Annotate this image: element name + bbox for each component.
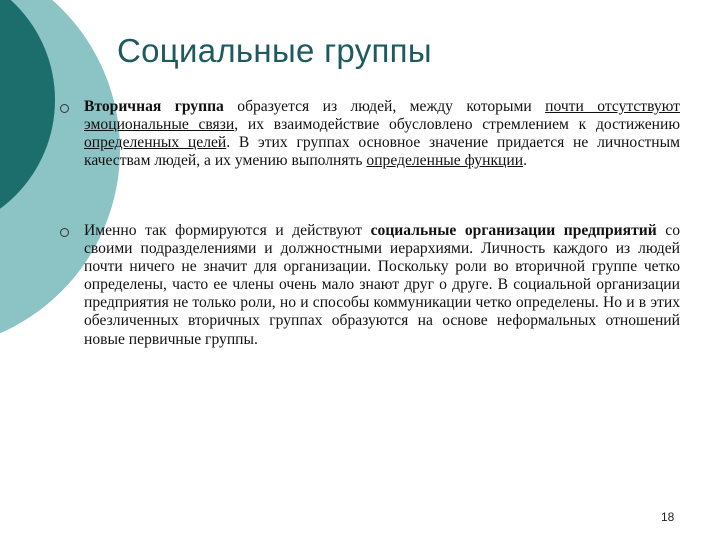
slide-title: Социальные группы [117, 32, 432, 69]
text-bold: социальные организации предприятий [370, 222, 657, 239]
bullet-paragraph [84, 98, 680, 170]
text-underlined: определенные функции [366, 152, 524, 170]
text-underlined: определенных целей [84, 134, 227, 152]
text-segment: , их взаимодействие обусловлено стремлением к достижению [234, 116, 680, 134]
text-bold: Вторичная группа [84, 98, 224, 115]
bullet-circle-icon [60, 228, 69, 237]
text-segment: . [523, 152, 527, 170]
bullet-paragraph [84, 222, 680, 349]
text-segment: . В этих группах основное значение придается не личностным качествам людей, а их умению выполнять [84, 134, 680, 170]
bullet-circle-icon [60, 104, 69, 113]
page-number: 18 [661, 510, 675, 524]
text-underlined: почти отсутствуют эмоциональные связи [84, 98, 680, 134]
text-segment: Именно так формируются и действуют [84, 222, 371, 239]
text-segment: образуется из людей, между которыми [223, 98, 546, 115]
text-segment: со своими подразделениями и должностными иерархиями. Личность каждого из людей почти ничего не значит для организации. Поскольку роли во вторичной группе четко определены, часто ее члены очень мало знают друг о друге. В социальной организации предприятия не только роли, но и способы коммуникации четко определены. Но и в этих обезличенных вторичных группах образуются на основе неформальных отношений новые первичные группы. [84, 222, 681, 348]
